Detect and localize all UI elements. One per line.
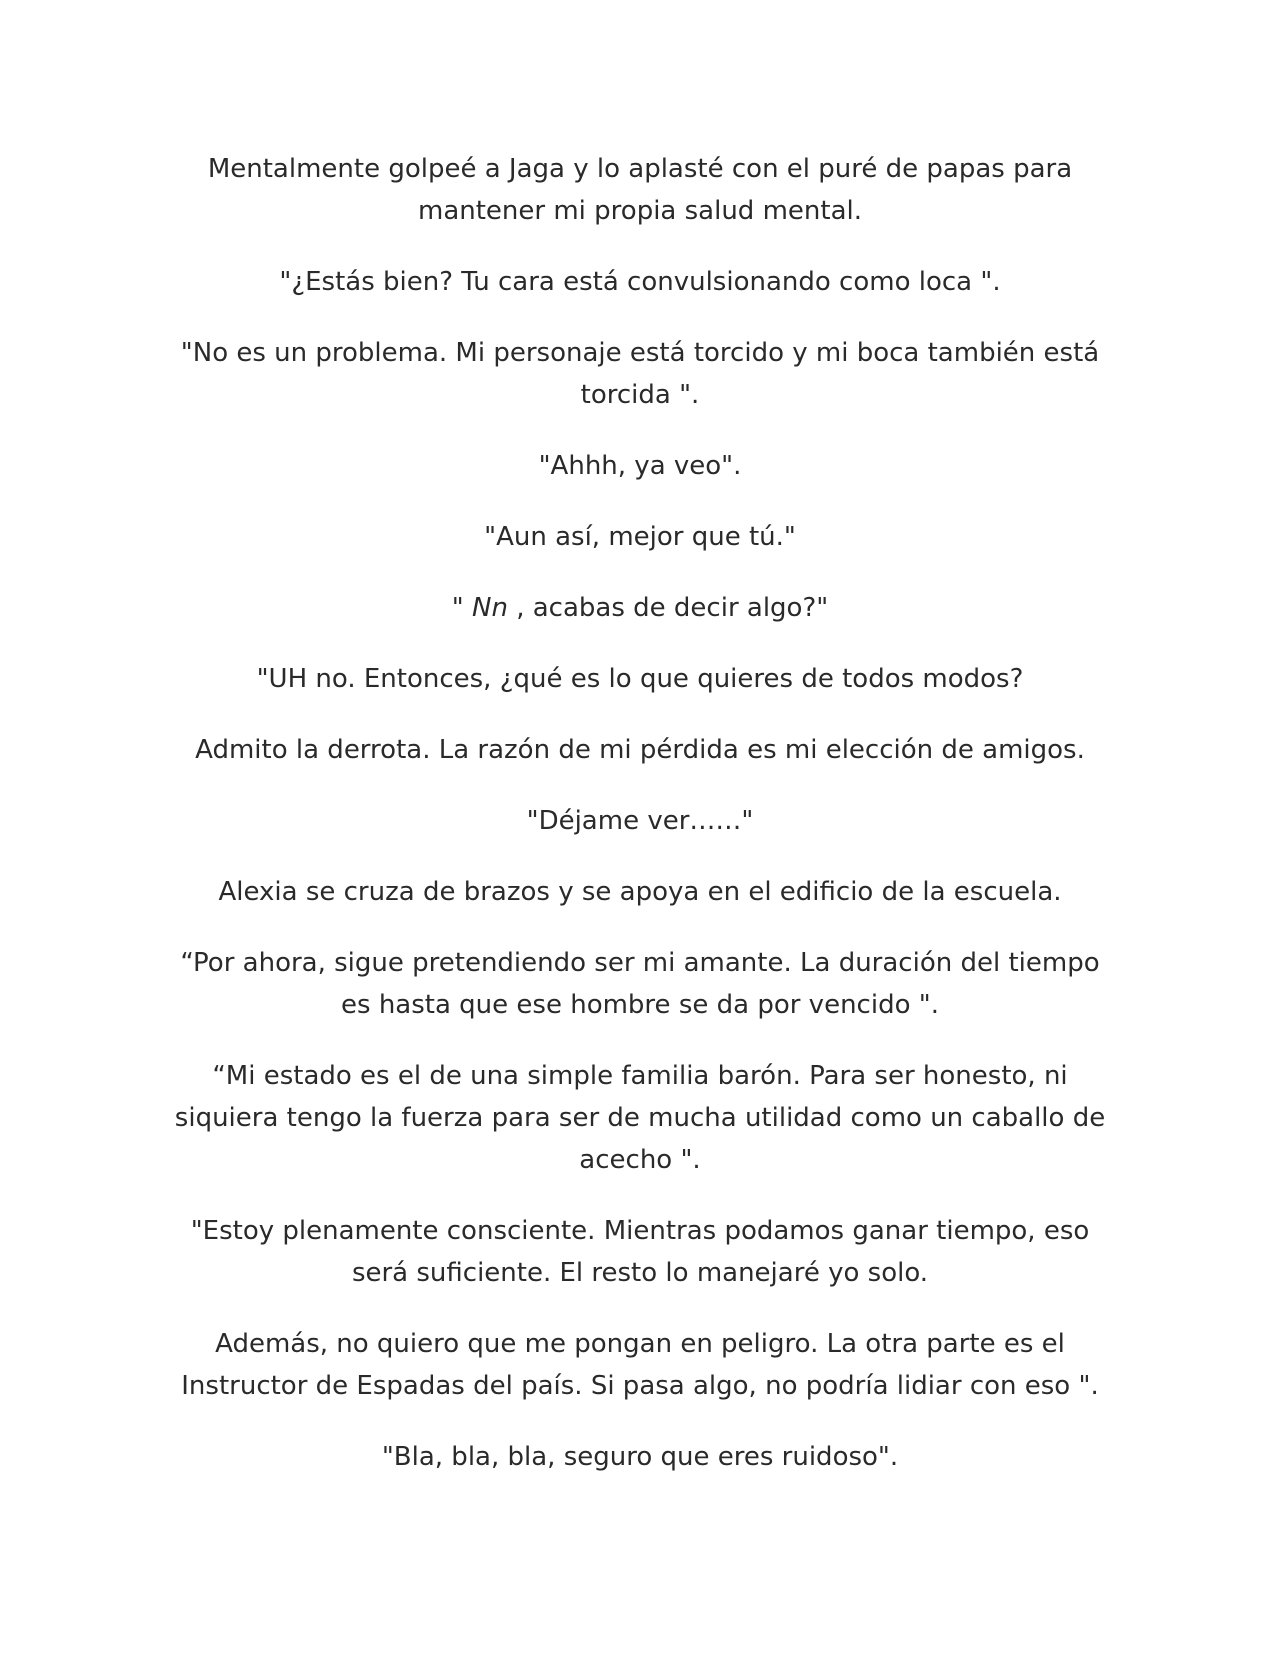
paragraph: "UH no. Entonces, ¿qué es lo que quieres de todos modos? <box>256 664 1024 694</box>
paragraph <box>170 587 1110 629</box>
paragraph: Además, no quiero que me pongan en peligro. La otra parte es el Instructor de Espadas del país. Si pasa algo, no podría lidiar con eso ". <box>181 1329 1099 1401</box>
paragraph-suffix: , acabas de decir algo?" <box>507 593 829 623</box>
paragraph: "No es un problema. Mi personaje está torcido y mi boca también está torcida ". <box>180 338 1100 410</box>
paragraph: “Mi estado es el de una simple familia barón. Para ser honesto, ni siquiera tengo la fuerza para ser de mucha utilidad como un caballo de acecho ". <box>174 1061 1106 1175</box>
paragraph: "Ahhh, ya veo". <box>538 451 742 481</box>
paragraph-prefix: " <box>451 593 473 623</box>
paragraph: Admito la derrota. La razón de mi pérdida es mi elección de amigos. <box>195 735 1085 765</box>
paragraph: "Estoy plenamente consciente. Mientras podamos ganar tiempo, eso será suficiente. El resto lo manejaré yo solo. <box>190 1216 1090 1288</box>
paragraph: "Aun así, mejor que tú." <box>484 522 796 552</box>
paragraph: Mentalmente golpeé a Jaga y lo aplasté con el puré de papas para mantener mi propia salud mental. <box>207 154 1073 226</box>
paragraph-italic: Nn <box>472 593 508 623</box>
document-page <box>170 148 1110 1507</box>
paragraph: “Por ahora, sigue pretendiendo ser mi amante. La duración del tiempo es hasta que ese hombre se da por vencido ". <box>180 948 1100 1020</box>
paragraph: "Bla, bla, bla, seguro que eres ruidoso". <box>381 1442 899 1472</box>
paragraph: Alexia se cruza de brazos y se apoya en el edificio de la escuela. <box>218 877 1062 907</box>
paragraph: "Déjame ver……" <box>526 806 754 836</box>
paragraph: "¿Estás bien? Tu cara está convulsionando como loca ". <box>279 267 1001 297</box>
